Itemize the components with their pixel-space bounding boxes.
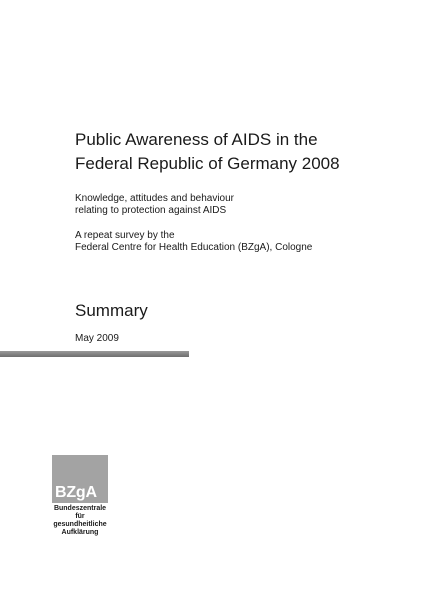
bzga-logo: [52, 455, 110, 537]
logo-mark: [52, 455, 108, 503]
title-line-1: Public Awareness of AIDS in the: [75, 130, 318, 149]
logo-caption-line-1: Bundeszentrale: [53, 505, 107, 512]
subtitle-line-2: relating to protection against AIDS: [75, 205, 227, 216]
logo-caption: [45, 505, 115, 537]
logo-caption-line-2: für: [75, 513, 85, 520]
logo-caption-line-4: Aufklärung: [61, 529, 99, 536]
subtitle-line-1: Knowledge, attitudes and behaviour: [75, 193, 235, 204]
logo-caption-line-3: gesundheitliche: [53, 521, 107, 528]
divider-bar: [0, 351, 189, 357]
survey-attribution: [75, 230, 415, 254]
survey-line-2: Federal Centre for Health Education (BZgA), Cologne: [75, 242, 313, 253]
summary-heading: Summary: [75, 301, 148, 320]
logo-mark-text: BZgA: [55, 484, 97, 501]
document-title: [75, 128, 415, 176]
document-subtitle: [75, 193, 415, 217]
survey-line-1: A repeat survey by the: [75, 230, 175, 241]
title-line-2: Federal Republic of Germany 2008: [75, 154, 340, 173]
publication-date: May 2009: [75, 333, 119, 344]
